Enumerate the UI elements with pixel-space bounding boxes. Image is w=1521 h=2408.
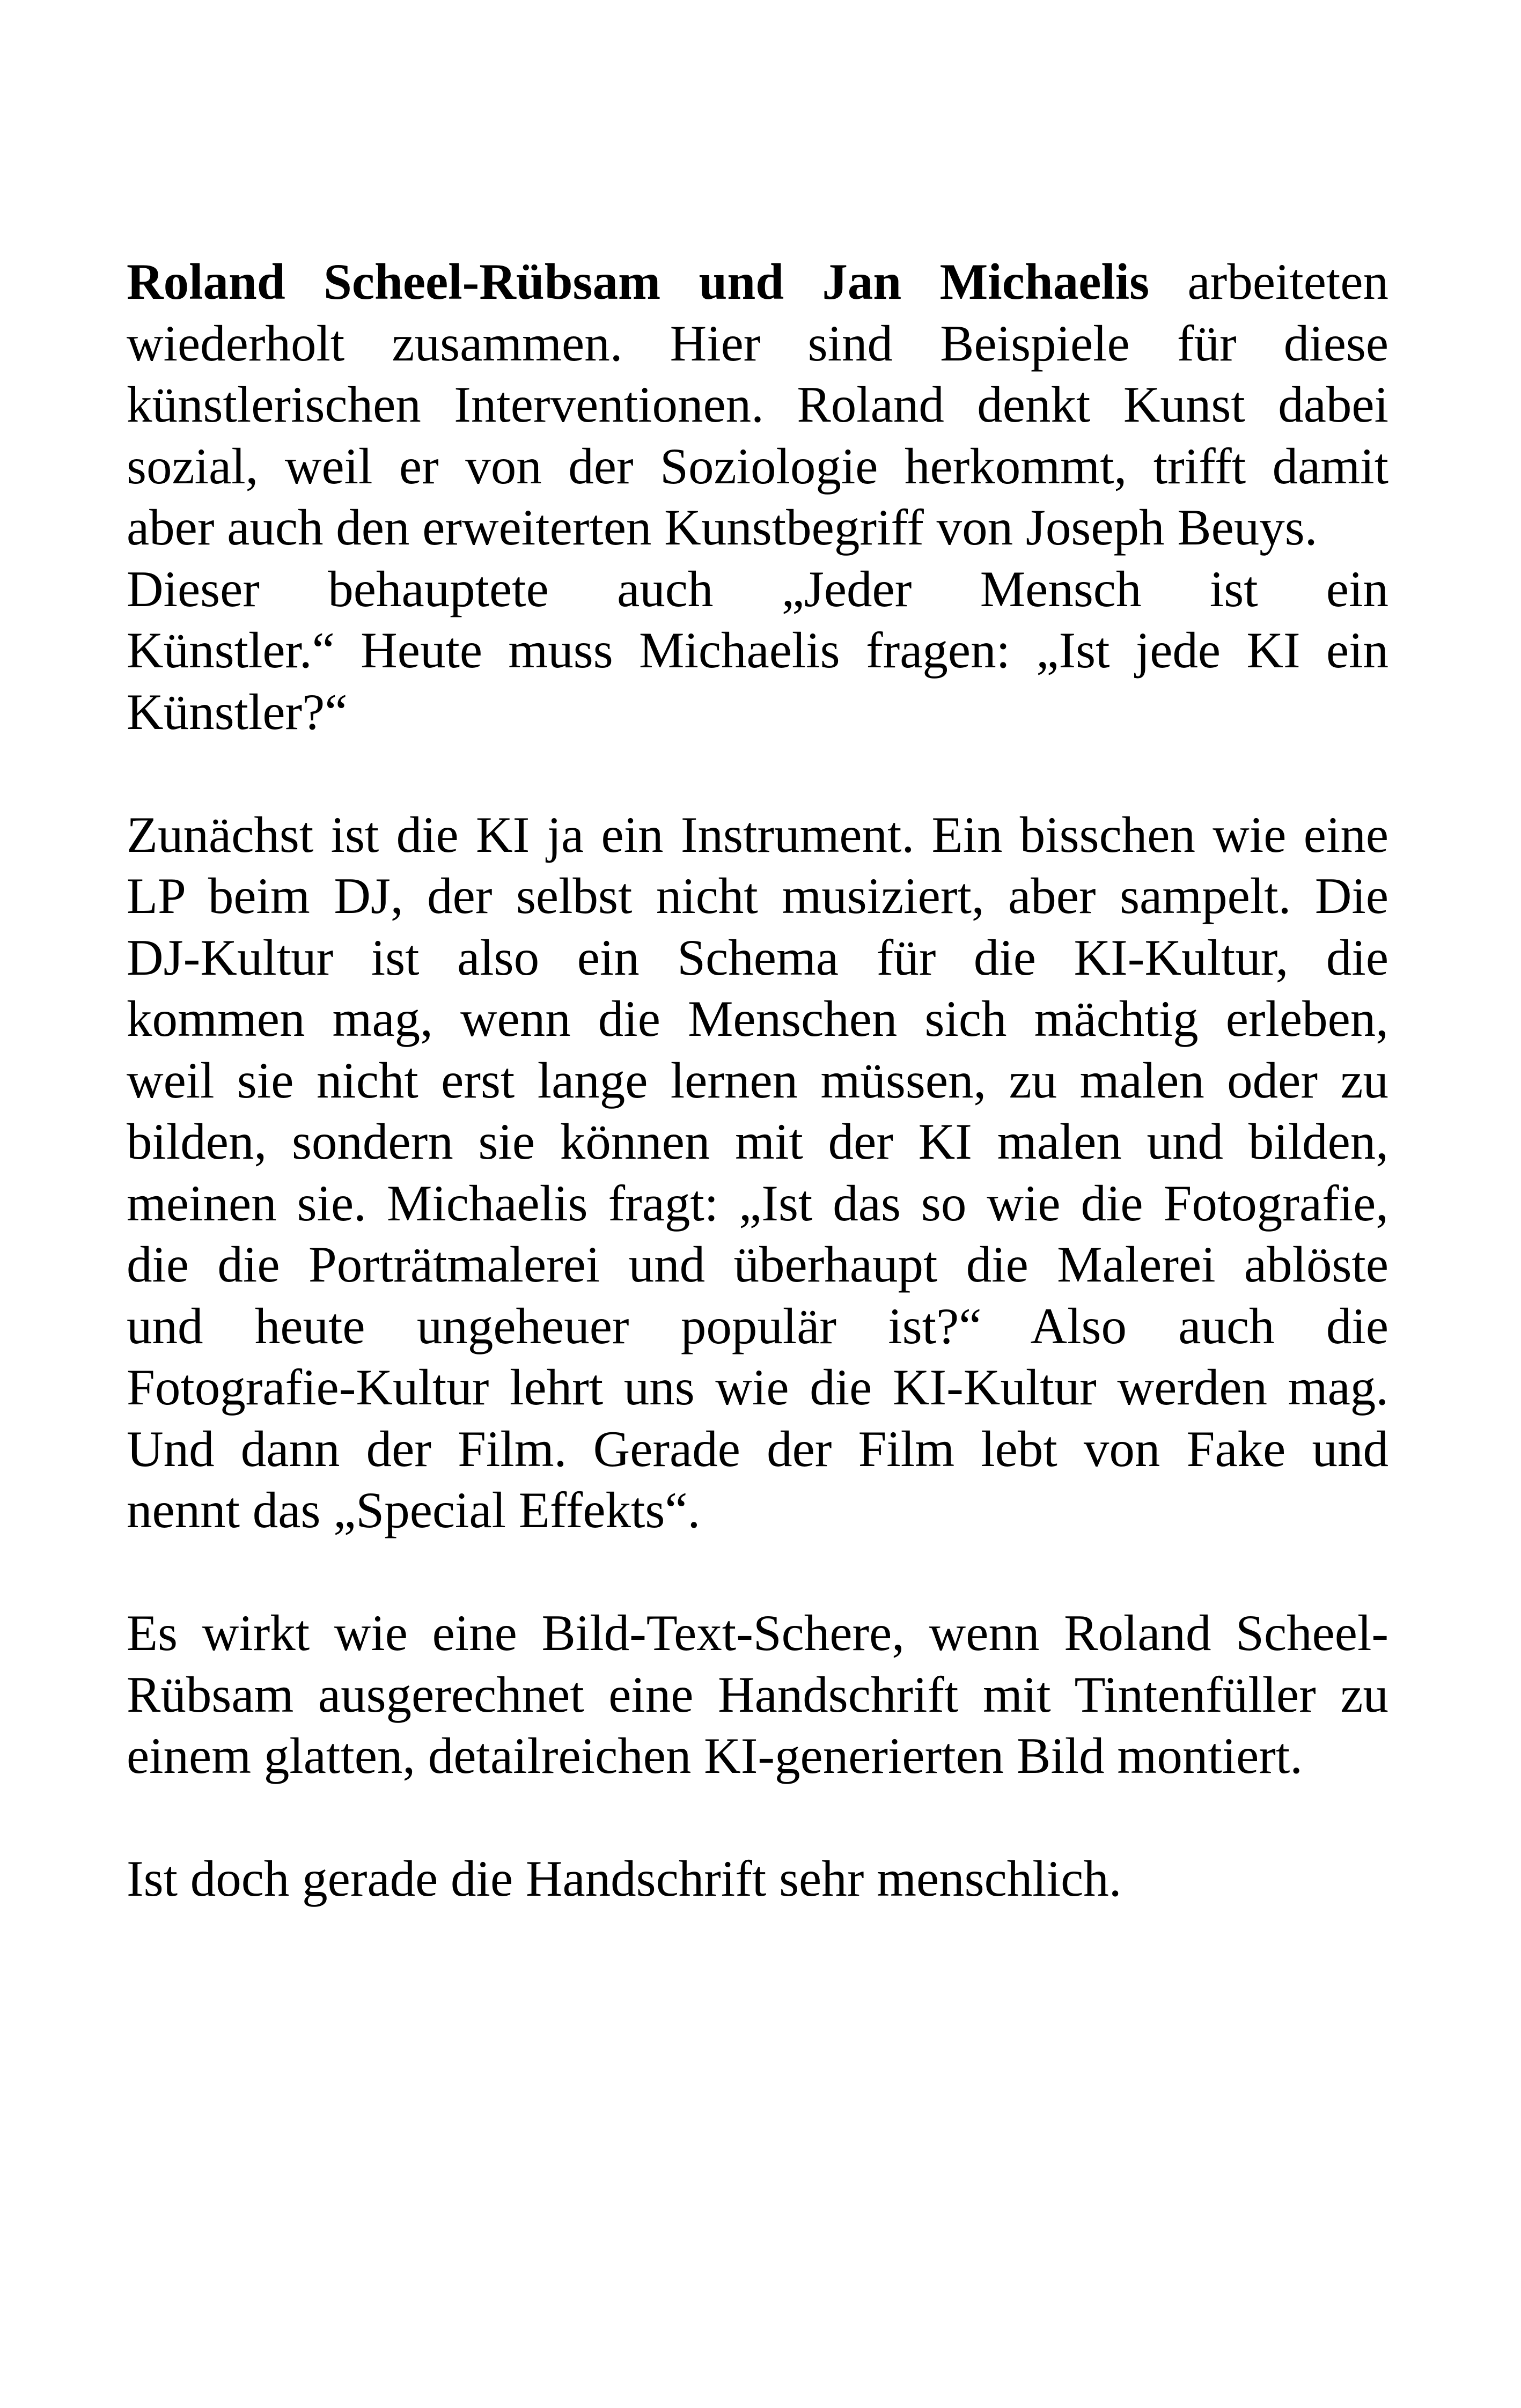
text-line: meinen sie. Michaelis fragt: „Ist das so wie die Fotografie, xyxy=(127,1174,1388,1232)
text-line: Ist doch gerade die Handschrift sehr menschlich. xyxy=(127,1850,1122,1907)
body-text xyxy=(127,251,1388,1971)
text-line: aber auch den erweiterten Kunstbegriff von Joseph Beuys. xyxy=(127,499,1318,556)
text-line: Roland Scheel-Rübsam und Jan Michaelis arbeiteten xyxy=(127,253,1388,310)
text-line: Zunächst ist die KI ja ein Instrument. Ein bisschen wie eine xyxy=(127,806,1388,863)
text-line: bilden, sondern sie können mit der KI malen und bilden, xyxy=(127,1113,1388,1170)
text-line: Es wirkt wie eine Bild-Text-Schere, wenn Roland Scheel- xyxy=(127,1604,1388,1661)
text-line: DJ-Kultur ist also ein Schema für die KI-Kultur, die xyxy=(127,929,1388,986)
text-line: die die Porträtmalerei und überhaupt die Malerei ablöste xyxy=(127,1236,1388,1293)
text-line: Künstler.“ Heute muss Michaelis fragen: „Ist jede KI ein xyxy=(127,622,1388,679)
text-line: nennt das „Special Effekts“. xyxy=(127,1482,701,1538)
text-line: wiederholt zusammen. Hier sind Beispiele für diese xyxy=(127,314,1388,372)
paragraph-2 xyxy=(127,804,1388,1541)
text-line: Fotografie-Kultur lehrt uns wie die KI-Kultur werden mag. xyxy=(127,1359,1388,1416)
text-line: und heute ungeheuer populär ist?“ Also auch die xyxy=(127,1297,1388,1354)
paragraph-4 xyxy=(127,1848,1388,1910)
paragraph-1 xyxy=(127,251,1388,742)
bold-lead: Roland Scheel-Rübsam und Jan Michaelis xyxy=(127,253,1150,310)
text-line: Dieser behauptete auch „Jeder Mensch ist ein xyxy=(127,560,1388,617)
text-line: einem glatten, detailreichen KI-generierten Bild montiert. xyxy=(127,1727,1303,1784)
text-line: Und dann der Film. Gerade der Film lebt von Fake und xyxy=(127,1420,1388,1477)
text-line: Rübsam ausgerechnet eine Handschrift mit Tintenfüller zu xyxy=(127,1666,1388,1723)
paragraph-3 xyxy=(127,1602,1388,1787)
text-line: Künstler?“ xyxy=(127,683,348,740)
text-line: künstlerischen Interventionen. Roland denkt Kunst dabei xyxy=(127,376,1388,433)
text-line: weil sie nicht erst lange lernen müssen, zu malen oder zu xyxy=(127,1051,1388,1109)
text-line: LP beim DJ, der selbst nicht musiziert, aber sampelt. Die xyxy=(127,867,1388,924)
text-line: kommen mag, wenn die Menschen sich mächtig erleben, xyxy=(127,990,1388,1047)
text-line: sozial, weil er von der Soziologie herkommt, trifft damit xyxy=(127,437,1388,495)
